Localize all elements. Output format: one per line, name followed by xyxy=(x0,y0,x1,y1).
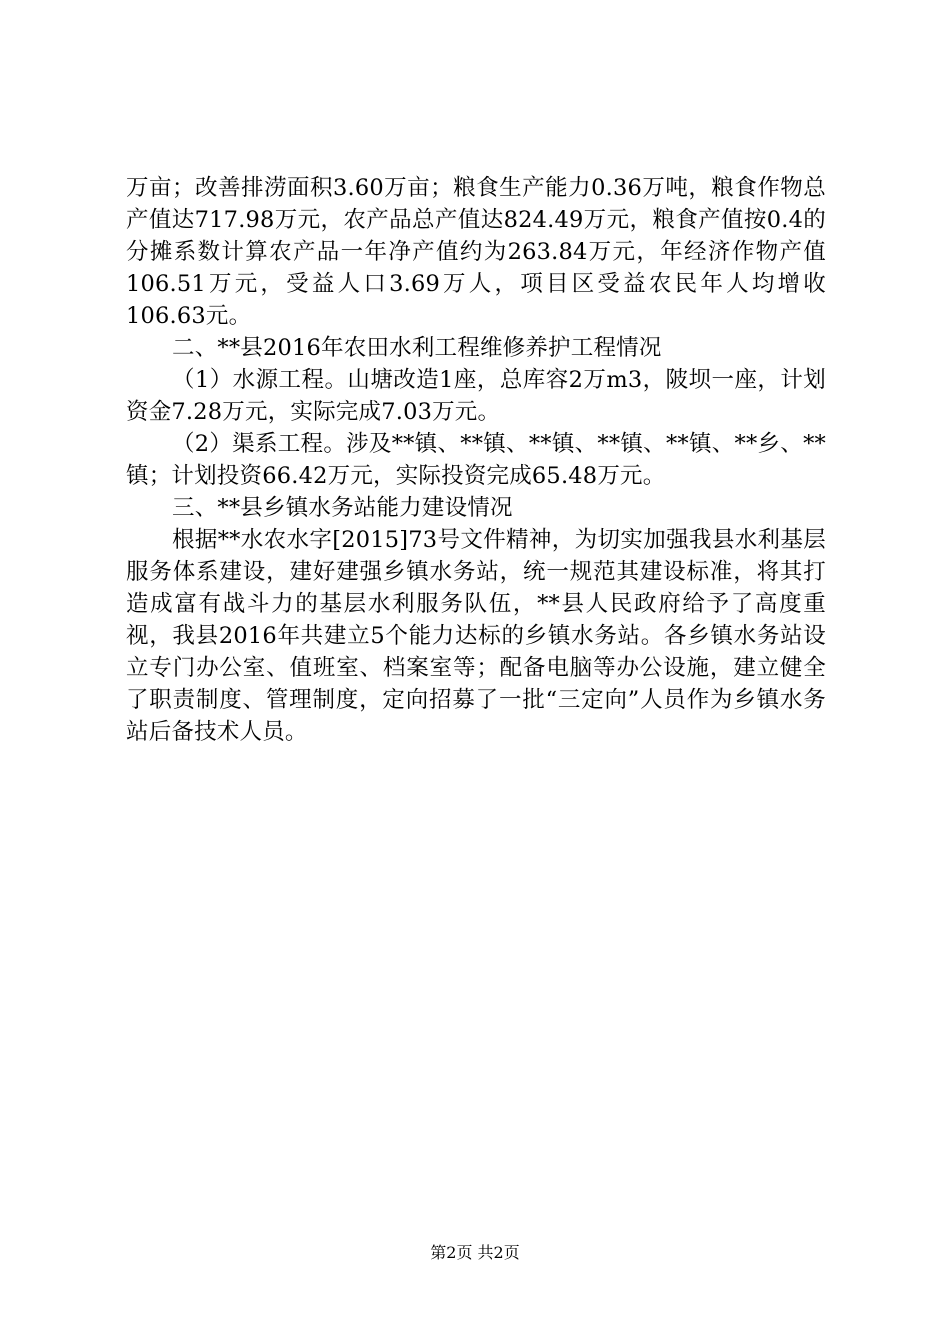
paragraph-water-source: （1）水源工程。山塘改造1座，总库容2万m3，陂坝一座，计划资金7.28万元，实际完成7.03万元。 xyxy=(126,367,826,425)
paragraph-canal-system: （2）渠系工程。涉及**镇、**镇、**镇、**镇、**镇、**乡、**镇；计划投资66.42万元，实际投资完成65.48万元。 xyxy=(126,431,826,489)
section-heading-maintenance: 二、**县2016年农田水利工程维修养护工程情况 xyxy=(172,335,662,361)
paragraph-benefits-continued: 万亩；改善排涝面积3.60万亩；粮食生产能力0.36万吨，粮食作物总产值达717.98万元，农产品总产值达824.49万元，粮食产值按0.4的分摊系数计算农产品一年净产值约为263.84万元，年经济作物产值106.51万元，受益人口3.69万人，项目区受益农民年人均增收106.63元。 xyxy=(126,175,826,329)
page-footer: 第2页 共2页 xyxy=(430,1243,520,1262)
document-body xyxy=(126,172,826,748)
paragraph-water-stations: 根据**水农水字[2015]73号文件精神，为切实加强我县水利基层服务体系建设，建好建强乡镇水务站，统一规范其建设标准，将其打造成富有战斗力的基层水利服务队伍，**县人民政府给予了高度重视，我县2016年共建立5个能力达标的乡镇水务站。各乡镇水务站设立专门办公室、值班室、档案室等；配备电脑等办公设施，建立健全了职责制度、管理制度，定向招募了一批“三定向”人员作为乡镇水务站后备技术人员。 xyxy=(126,527,826,745)
section-heading-water-stations: 三、**县乡镇水务站能力建设情况 xyxy=(172,495,513,521)
